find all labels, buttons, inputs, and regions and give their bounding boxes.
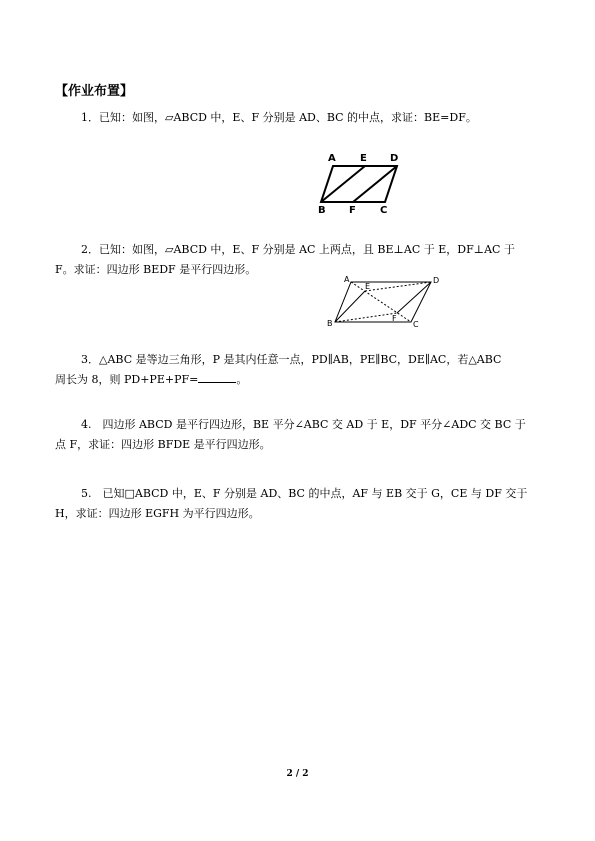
- figure-1-label-b: B: [318, 205, 326, 216]
- problem-4-line-1: 4. 四边形 ABCD 是平行四边形，BE 平分∠ABC 交 AD 于 E，DF 平分∠ADC 交 BC 于: [81, 418, 526, 431]
- figure-2-segment-df: [397, 282, 431, 313]
- problem-2-line-1: 2．已知：如图，▱ABCD 中，E、F 分别是 AC 上两点，且 BE⊥AC 于 E，DF⊥AC 于: [81, 243, 515, 256]
- problem-2-line-2: F。求证：四边形 BEDF 是平行四边形。: [55, 263, 257, 276]
- figure-2-label-e: E: [365, 282, 371, 291]
- figure-2-label-d: D: [433, 276, 440, 285]
- figure-2-segment-bf: [335, 313, 397, 322]
- problem-1-line-1: 1．已知：如图，▱ABCD 中，E、F 分别是 AD、BC 的中点，求证：BE=DF。: [81, 111, 477, 124]
- section-title: 【作业布置】: [55, 84, 134, 99]
- figure-2-label-c: C: [413, 320, 419, 329]
- page-number: 2 / 2: [286, 769, 309, 779]
- problem-4-line-2: 点 F，求证：四边形 BFDE 是平行四边形。: [55, 438, 271, 451]
- figure-2-label-b: B: [327, 319, 333, 328]
- figure-1-label-a: A: [328, 153, 336, 164]
- figure-1-label-d: D: [390, 153, 399, 164]
- figure-2: [325, 272, 445, 334]
- problem-3: [55, 350, 545, 390]
- figure-1: [315, 150, 405, 220]
- figure-2-segment-be: [335, 291, 365, 322]
- figure-2-label-f: F: [392, 314, 397, 323]
- figure-2-diagonal-ac: [351, 282, 411, 322]
- figure-1-label-f: F: [349, 205, 356, 216]
- problem-5-line-1: 5. 已知□ABCD 中，E、F 分别是 AD、BC 的中点，AF 与 EB 交于 G，CE 与 DF 交于: [81, 487, 528, 500]
- problem-1: [55, 108, 545, 128]
- figure-2-parallelogram: [335, 282, 431, 322]
- problem-5: [55, 484, 545, 524]
- answer-blank[interactable]: [198, 372, 236, 383]
- problem-3-line-1: 3．△ABC 是等边三角形，P 是其内任意一点，PD∥AB，PE∥BC，DE∥AC，若△ABC: [81, 353, 502, 366]
- problem-5-line-2: H，求证：四边形 EGFH 为平行四边形。: [55, 507, 260, 520]
- figure-1-label-c: C: [380, 205, 388, 216]
- figure-1-label-e: E: [360, 153, 367, 164]
- problem-3-line-2: 周长为 8，则 PD+PE+PF=: [55, 373, 199, 386]
- problem-3-line-2-end: 。: [236, 373, 248, 386]
- problem-4: [55, 415, 545, 455]
- figure-2-label-a: A: [344, 275, 350, 284]
- problem-2: [55, 240, 545, 280]
- figure-2-segment-ed: [365, 282, 431, 291]
